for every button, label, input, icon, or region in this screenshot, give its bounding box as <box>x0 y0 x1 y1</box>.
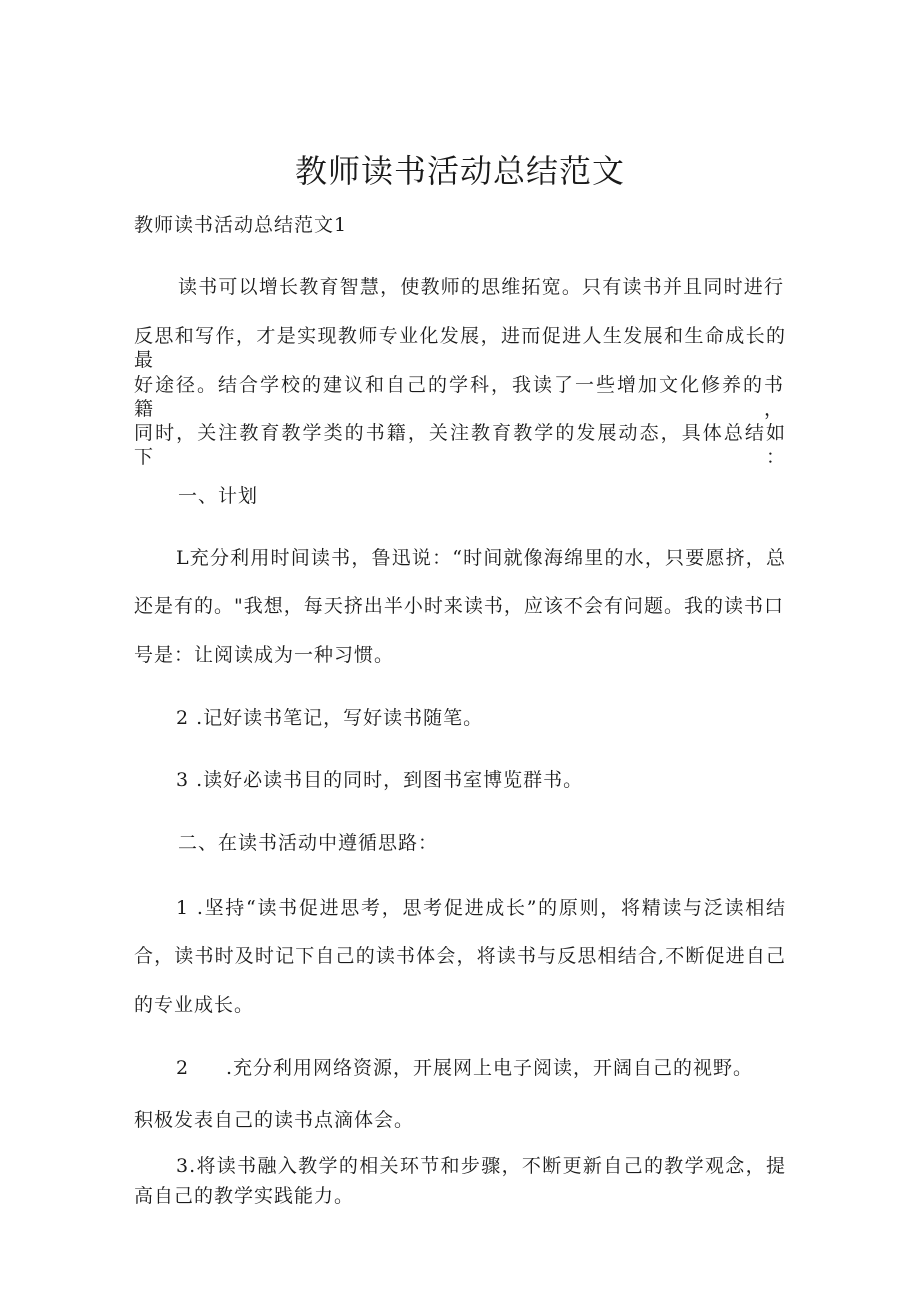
section2-item2-number: 2 <box>176 1057 189 1079</box>
intro-line-4: 同时，关注教育教学类的书籍，关注教育教学的发展动态，具体总结如下： <box>134 422 786 468</box>
section2-heading: 二、在读书活动中遵循思路： <box>178 832 439 854</box>
section1-item1-line-3: 号是：让阅读成为一种习惯。 <box>134 644 395 666</box>
section2-item3-line-2: 高自己的教学实践能力。 <box>134 1185 355 1207</box>
section1-item1-line-1: L充分利用时间读书，鲁迅说：“时间就像海绵里的水，只要愿挤，总 <box>176 547 786 569</box>
intro-line-2: 反思和写作，才是实现教师专业化发展，进而促进人生发展和生命成长的最 <box>134 325 786 371</box>
section1-item2: 2 .记好读书笔记，写好读书随笔。 <box>176 707 484 729</box>
intro-line-3: 好途径。结合学校的建议和自己的学科，我读了一些增加文化修养的书籍， <box>134 374 784 420</box>
section1-item3: 3 .读好必读书目的同时，到图书室博览群书。 <box>176 769 584 791</box>
section2-item2-continuation: 积极发表自己的读书点滴体会。 <box>134 1109 415 1131</box>
document-subtitle: 教师读书活动总结范文1 <box>134 214 348 236</box>
section2-item2-text: .充分利用网络资源，开展网上电子阅读，开阔自己的视野。 <box>226 1057 754 1079</box>
document-title: 教师读书活动总结范文 <box>294 152 625 190</box>
section1-heading: 一、计划 <box>178 485 259 507</box>
section1-item1-line-2: 还是有的。"我想，每天挤出半小时来读书，应该不会有问题。我的读书口 <box>134 595 784 617</box>
section2-item1-line-1: 1 .坚持“读书促进思考，思考促进成长”的原则，将精读与泛读相结 <box>176 897 786 919</box>
section2-item1-line-2: 合，读书时及时记下自己的读书体会，将读书与反思相结合,不断促进自己 <box>134 945 786 967</box>
section2-item3-line-1: 3.将读书融入教学的相关环节和步骤，不断更新自己的教学观念，提 <box>176 1155 786 1177</box>
intro-line-1: 读书可以增长教育智慧，使教师的思维拓宽。只有读书并且同时进行 <box>178 276 784 298</box>
section2-item1-line-3: 的专业成长。 <box>134 994 255 1016</box>
